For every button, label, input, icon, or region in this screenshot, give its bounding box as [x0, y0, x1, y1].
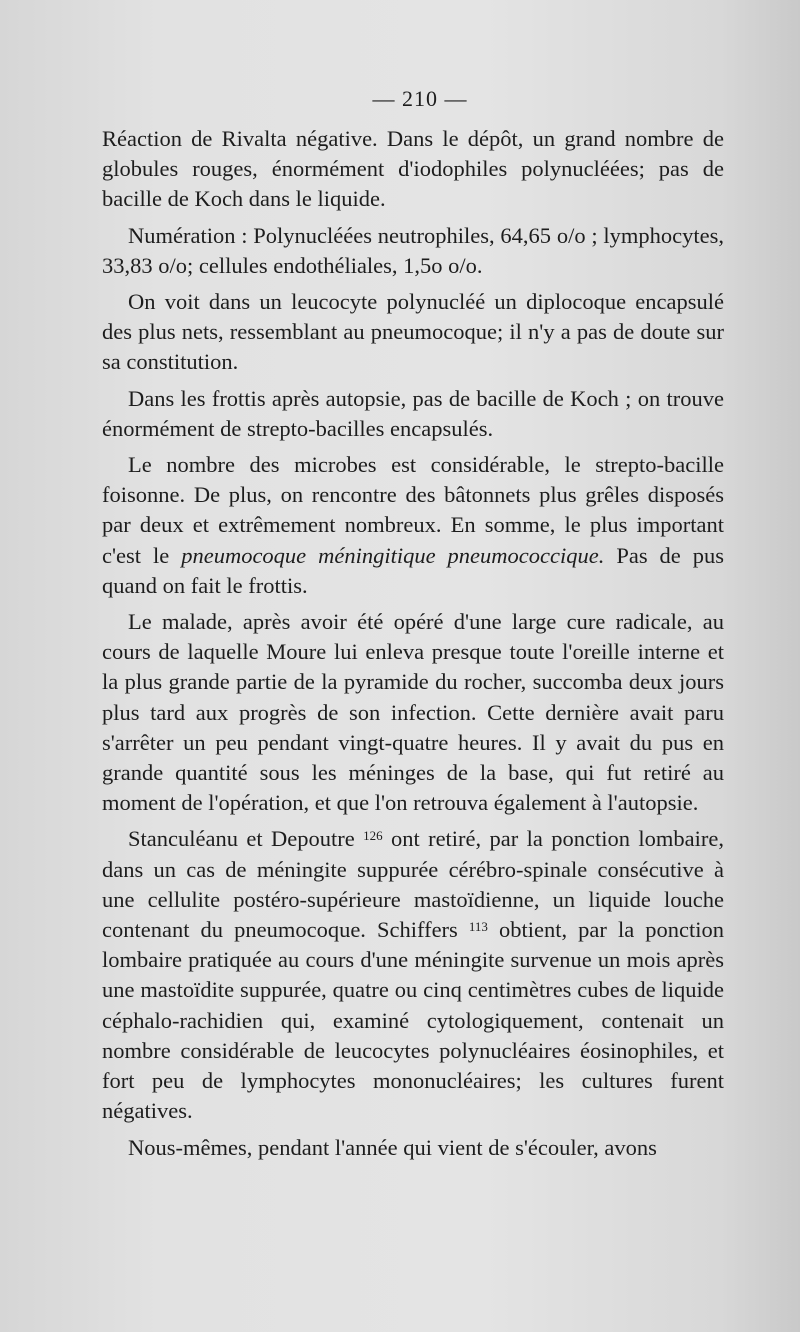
paragraph-text: Le nombre des microbes est considérable, le strepto-bacille foisonne. De plus, on rencontre des bâtonnets plus grêles disposés par deux et extrêmement nombreux. En somme, le plus important c'est le	[102, 452, 724, 568]
paragraph-text: ont retiré, par la ponction lombaire, dans un cas de méningite suppurée cérébro-spinale consécutive à une cellulite postéro-supérieure mastoïdienne, un liquide louche contenant du pneumocoque. Schiffers	[102, 826, 724, 943]
paragraph	[102, 607, 724, 818]
paragraph-text: Dans les frottis après autopsie, pas de bacille de Koch ; on trouve énormément de strepto-bacilles encapsulés.	[102, 385, 724, 441]
paragraph	[102, 824, 724, 1126]
paragraph	[102, 1133, 724, 1163]
paragraph-text: obtient, par la ponction lombaire pratiquée au cours d'une méningite survenue un mois après une mastoïdite suppurée, quatre ou cinq centimètres cubes de liquide céphalo-rachidien qui, examiné cytologiquement, contenait un nombre considérable de leucocytes polynucléaires éosinophiles, et fort peu de lymphocytes mononucléaires; les cultures furent négatives.	[102, 917, 724, 1124]
page-number: — 210 —	[372, 86, 468, 111]
paragraph-text: Nous-mêmes, pendant l'année qui vient de s'écouler, avons	[128, 1134, 657, 1160]
paragraph-text: Stanculéanu et Depoutre	[128, 826, 364, 852]
paragraph-text: Le malade, après avoir été opéré d'une large cure radicale, au cours de laquelle Moure lui enleva presque toute l'oreille interne et la plus grande partie de la pyramide du rocher, succomba deux jours plus tard aux progrès de son infection. Cette dernière avait paru s'arrêter un peu pendant vingt-quatre heures. Il y avait du pus en grande quantité sous les méninges de la base, qui fut retiré au moment de l'opération, et que l'on retrouva également à l'autopsie.	[102, 609, 724, 816]
paragraph	[102, 124, 724, 215]
paragraph	[102, 221, 724, 281]
paragraph-text: On voit dans un leucocyte polynucléé un diplocoque encapsulé des plus nets, ressemblant au pneumocoque; il n'y a pas de doute sur sa constitution.	[102, 289, 724, 375]
paragraph-text: Pas de pus quand on fait le frottis.	[102, 542, 725, 598]
paragraph-text: Réaction de Rivalta négative. Dans le dépôt, un grand nombre de globules rouges, énormément d'iodophiles polynucléées; pas de bacille de Koch dans le liquide.	[102, 126, 724, 212]
paragraph	[102, 384, 724, 444]
paragraph-text: Numération : Polynucléées neutrophiles, 64,65 o/o ; lymphocytes, 33,83 o/o; cellules endothéliales, 1,5o o/o.	[102, 222, 724, 278]
italic-term: pneumocoque méningitique pneumococcique.	[181, 542, 605, 568]
body-text	[102, 124, 724, 1169]
reference-number: 113	[468, 919, 488, 935]
paragraph	[102, 450, 724, 601]
reference-number: 126	[363, 828, 383, 844]
paragraph	[102, 287, 724, 378]
